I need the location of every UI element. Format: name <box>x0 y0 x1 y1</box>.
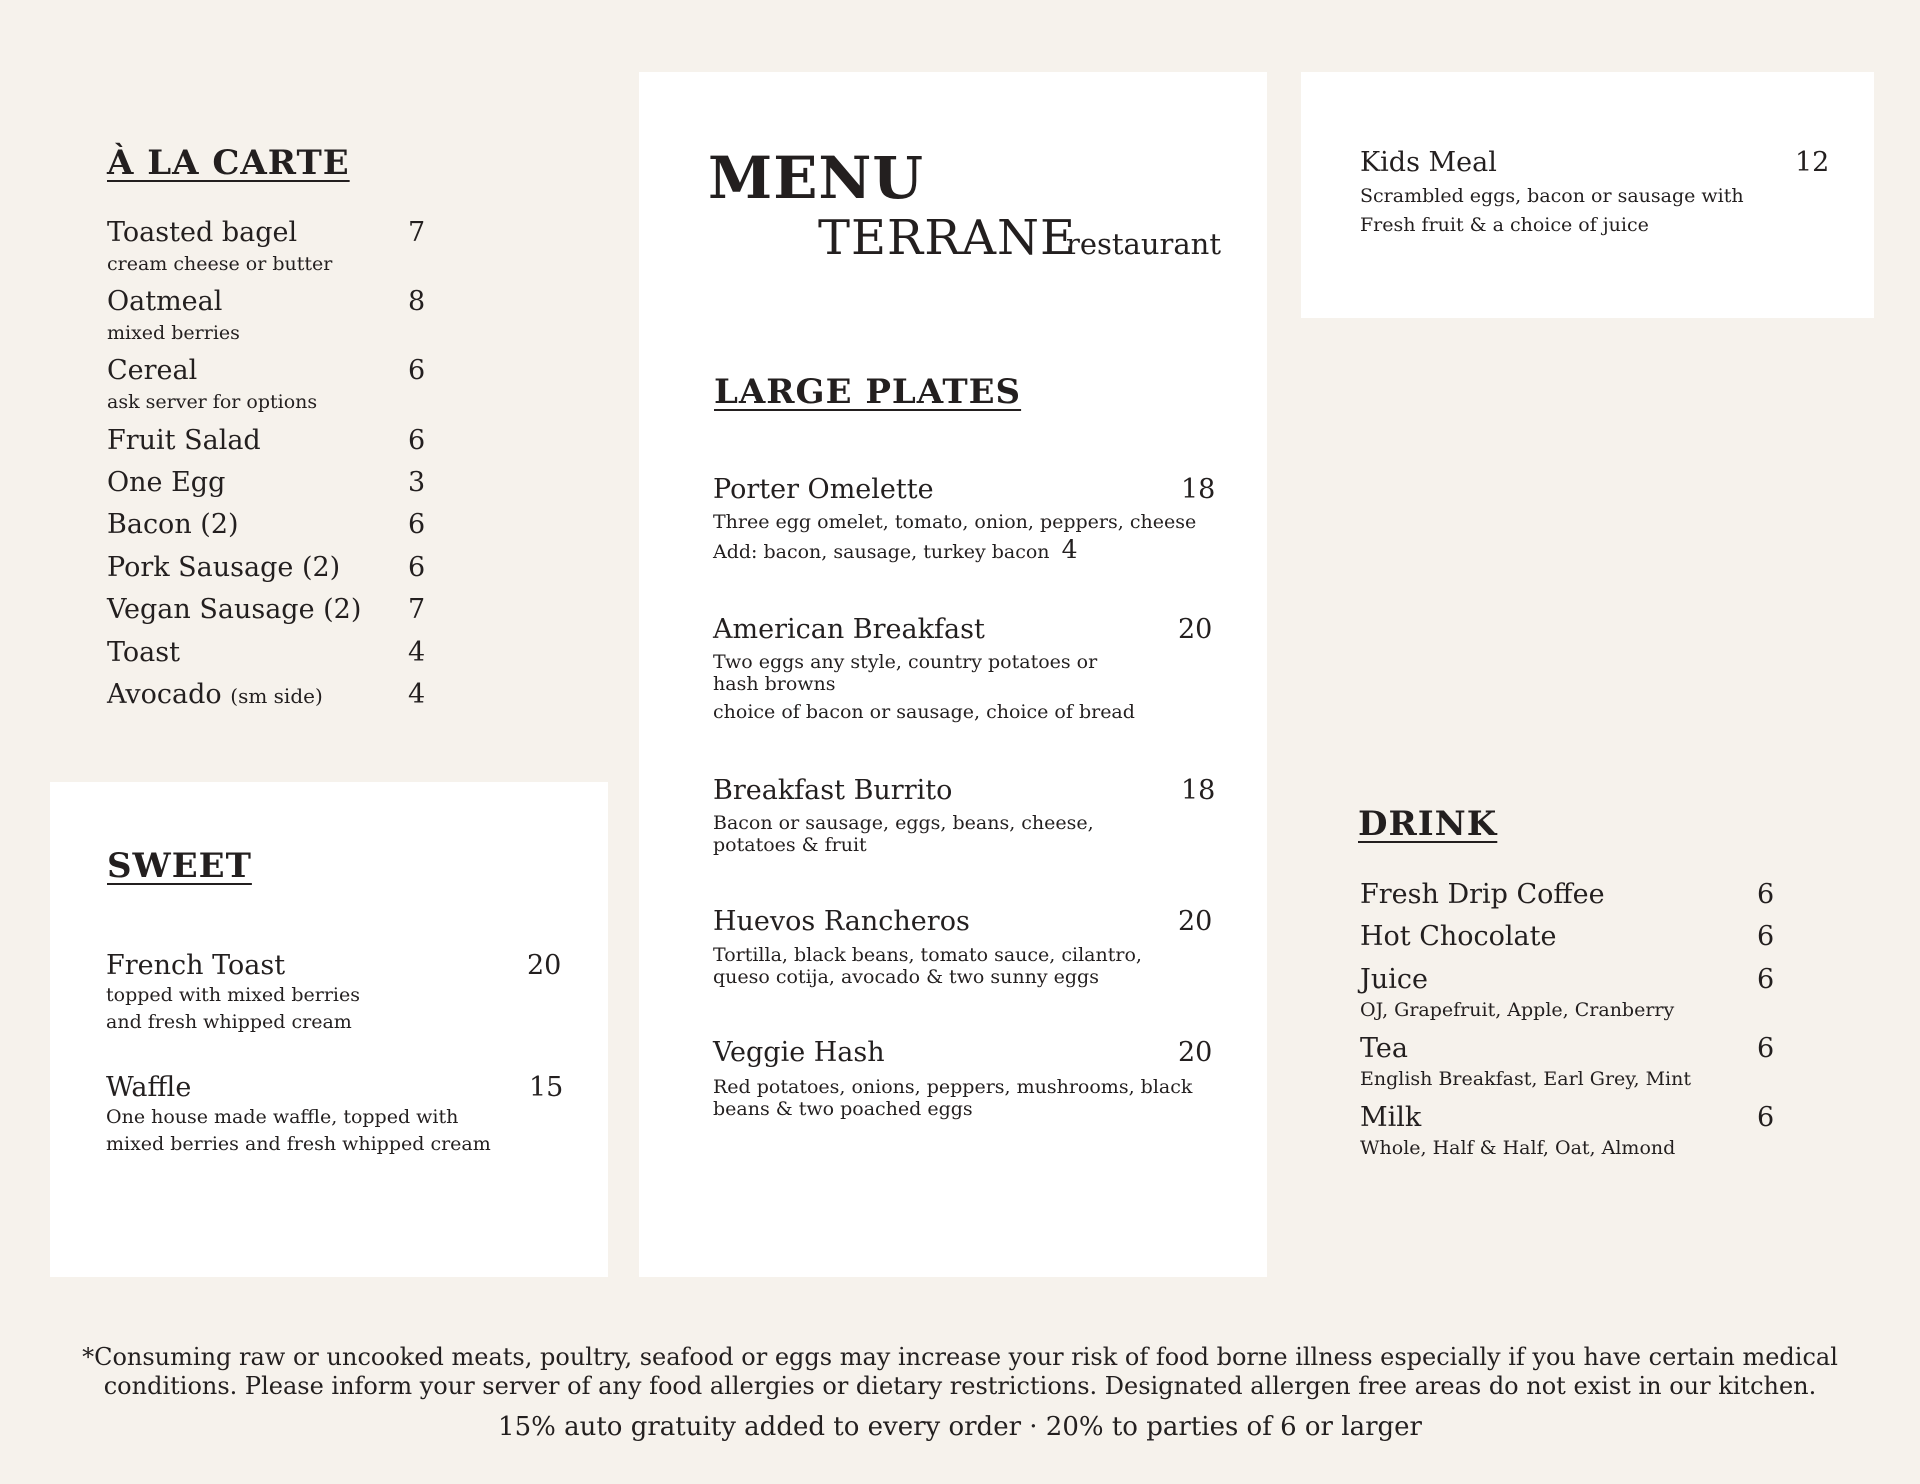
item-price: 18 <box>1181 474 1216 505</box>
item-desc: Whole, Half & Half, Oat, Almond <box>1360 1137 1676 1159</box>
gratuity-note: 15% auto gratuity added to every order · 20% to parties of 6 or larger <box>498 1412 1422 1442</box>
item-name: Oatmeal <box>107 286 223 317</box>
item-price: 3 <box>408 467 426 498</box>
item-price: 6 <box>1757 1102 1775 1133</box>
brand-suffix: restaurant <box>1066 227 1222 261</box>
item-name: French Toast <box>106 950 286 981</box>
item-price: 6 <box>1757 921 1775 952</box>
item-name: Bacon (2) <box>107 509 239 540</box>
item-price: 6 <box>1757 964 1775 995</box>
item-price: 18 <box>1181 775 1216 806</box>
item-name: Toast <box>107 637 180 668</box>
item-desc: hash browns <box>713 673 836 695</box>
item-price: 6 <box>1757 879 1775 910</box>
item-name: Breakfast Burrito <box>713 775 953 806</box>
item-name: Huevos Rancheros <box>713 906 970 937</box>
item-name: Kids Meal <box>1360 147 1497 178</box>
item-price: 6 <box>408 509 426 540</box>
item-name: Fruit Salad <box>107 425 261 456</box>
item-name-text: Avocado <box>107 679 222 710</box>
item-desc: Three egg omelet, tomato, onion, peppers, cheese <box>713 511 1197 533</box>
item-desc: potatoes & fruit <box>713 834 867 856</box>
item-name: Toasted bagel <box>107 217 298 248</box>
item-name: Milk <box>1360 1102 1422 1133</box>
item-price: 12 <box>1795 147 1830 178</box>
item-desc: Scrambled eggs, bacon or sausage with <box>1360 185 1744 207</box>
item-name: One Egg <box>107 467 226 498</box>
item-desc: One house made waffle, topped with <box>106 1106 459 1128</box>
item-price: 20 <box>1178 906 1213 937</box>
item-name: Porter Omelette <box>713 474 934 505</box>
item-price: 7 <box>408 594 426 625</box>
item-name: American Breakfast <box>713 614 985 645</box>
item-price: 6 <box>408 552 426 583</box>
item-desc: mixed berries and fresh whipped cream <box>106 1133 491 1155</box>
addon-text: Add: bacon, sausage, turkey bacon <box>713 541 1050 563</box>
large-plates-heading: LARGE PLATES <box>714 372 1022 412</box>
item-name: Cereal <box>107 355 198 386</box>
item-name: Hot Chocolate <box>1360 921 1557 952</box>
item-desc: mixed berries <box>107 322 240 344</box>
item-desc: choice of bacon or sausage, choice of bread <box>713 701 1135 723</box>
item-desc <box>713 535 1078 564</box>
item-desc: and fresh whipped cream <box>106 1011 352 1033</box>
item-desc: Tortilla, black beans, tomato sauce, cilantro, <box>713 944 1142 966</box>
item-name: Vegan Sausage (2) <box>107 594 362 625</box>
item-desc: beans & two poached eggs <box>713 1098 973 1120</box>
item-name: Pork Sausage (2) <box>107 552 341 583</box>
item-price: 6 <box>1757 1033 1775 1064</box>
brand-name: TERRANE <box>818 210 1077 266</box>
sweet-heading: SWEET <box>107 846 252 886</box>
item-name: Waffle <box>106 1072 192 1103</box>
item-name: Fresh Drip Coffee <box>1360 879 1605 910</box>
item-desc: topped with mixed berries <box>106 984 360 1006</box>
item-desc: English Breakfast, Earl Grey, Mint <box>1360 1068 1691 1090</box>
disclaimer-line-2: conditions. Please inform your server of any food allergies or dietary restrictions. Designated allergen free areas do not exist in our kitchen. <box>103 1372 1817 1400</box>
item-price: 20 <box>1178 1037 1213 1068</box>
item-price: 20 <box>1178 614 1213 645</box>
item-price: 4 <box>408 637 426 668</box>
item-price: 4 <box>408 679 426 710</box>
item-name: Tea <box>1360 1033 1408 1064</box>
item-note: (sm side) <box>230 684 323 708</box>
item-desc: OJ, Grapefruit, Apple, Cranberry <box>1360 999 1675 1021</box>
a-la-carte-heading: À LA CARTE <box>107 143 350 183</box>
item-name: Veggie Hash <box>713 1037 885 1068</box>
item-price: 8 <box>408 286 426 317</box>
item-name: Juice <box>1360 964 1428 995</box>
item-price: 6 <box>408 425 426 456</box>
item-desc: Fresh fruit & a choice of juice <box>1360 214 1649 236</box>
menu-title: MENU <box>708 144 925 212</box>
item-price: 15 <box>529 1072 564 1103</box>
item-desc: queso cotija, avocado & two sunny eggs <box>713 966 1099 988</box>
disclaimer-line-1: *Consuming raw or uncooked meats, poultry, seafood or eggs may increase your risk of food borne illness especially if you have certain medical <box>82 1343 1838 1371</box>
item-desc: Bacon or sausage, eggs, beans, cheese, <box>713 812 1094 834</box>
item-desc: Red potatoes, onions, peppers, mushrooms, black <box>713 1076 1193 1098</box>
item-desc: cream cheese or butter <box>107 253 333 275</box>
drink-heading: DRINK <box>1358 804 1498 844</box>
item-desc: ask server for options <box>107 391 318 413</box>
item-price: 7 <box>408 217 426 248</box>
item-price: 6 <box>408 355 426 386</box>
item-desc: Two eggs any style, country potatoes or <box>713 651 1098 673</box>
item-name <box>107 679 323 710</box>
addon-price: 4 <box>1061 535 1078 564</box>
item-price: 20 <box>527 950 562 981</box>
